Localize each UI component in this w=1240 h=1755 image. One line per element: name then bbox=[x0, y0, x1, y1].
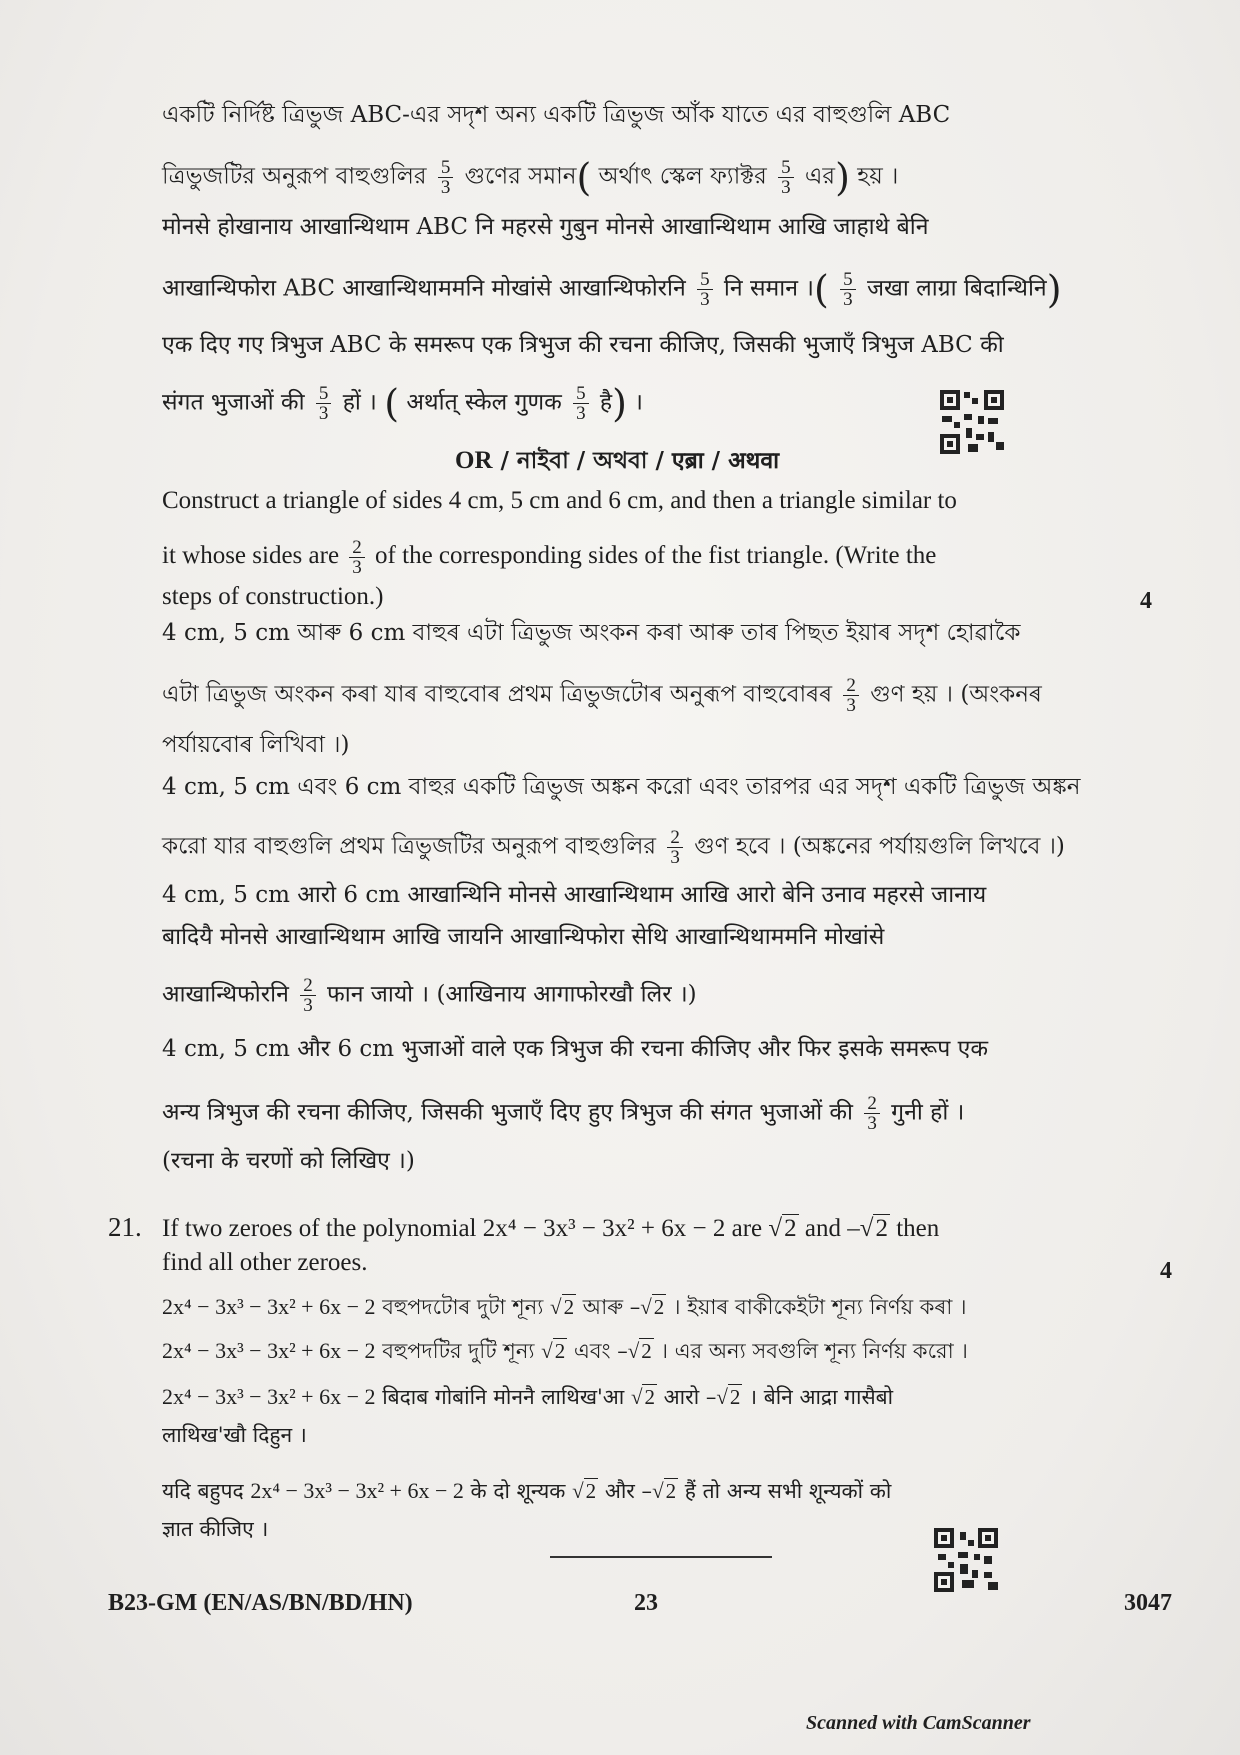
text-line: একটি নির্দিষ্ট ত্রিভুজ ABC-এর সদৃশ অন্য একটি ত্রিভুজ আঁক যাতে এর বাহুগুলি ABC bbox=[162, 102, 951, 128]
text-line: ত্রিভুজটির অনুরূপ বাহুগুলির $\frac{5}{3}$ গুণের সমান( অর্থাৎ স্কেল ফ্যাক্টর $\frac{5}{3}$ এর) হয় । bbox=[162, 155, 899, 200]
question-text: find all other zeroes. bbox=[162, 1249, 368, 1276]
fraction: $\frac{2}{3}$ bbox=[864, 1094, 880, 1133]
text-line: (रचना के चरणों को लिखिए ।) bbox=[162, 1148, 415, 1174]
text-line: यदि बहुपद 2x⁴ − 3x³ − 3x² + 6x − 2 के दो शून्यक √2 और –√2 हैं तो अन्य सभी शून्यकों को bbox=[162, 1478, 892, 1503]
question-text: it whose sides are $\frac{2}{3}$ of the corresponding sides of the fist triangle. (Write the bbox=[162, 537, 937, 578]
text-line: 4 cm, 5 cm এবং 6 cm বাহুর একটি ত্রিভুজ অঙ্কন করো এবং তারপর এর সদৃশ একটি ত্রিভুজ অঙ্কন bbox=[162, 774, 1081, 800]
text-line: ज्ञात कीजिए । bbox=[162, 1517, 269, 1541]
sqrt-expr: √2 bbox=[550, 1295, 575, 1319]
qr-code-icon bbox=[932, 1526, 1000, 1594]
scanner-watermark: Scanned with CamScanner bbox=[806, 1712, 1031, 1734]
fraction: $\frac{5}{3}$ bbox=[316, 384, 332, 423]
text-line: 2x⁴ − 3x³ − 3x² + 6x − 2 বহুপদটোৰ দুটা শূন্য √2 আৰু –√2 । ইয়াৰ বাকীকেইটা শূন্য নিৰ্ণয় কৰা । bbox=[162, 1294, 967, 1319]
fraction: $\frac{2}{3}$ bbox=[349, 538, 365, 577]
text-line: संगत भुजाओं की $\frac{5}{3}$ हों । ( अर्थात् स्केल गुणक $\frac{5}{3}$ है) । bbox=[162, 381, 643, 426]
question-text: If two zeroes of the polynomial 2x⁴ − 3x³ − 3x² + 6x − 2 are √2 and –√2 then bbox=[162, 1215, 940, 1242]
fraction: $\frac{5}{3}$ bbox=[697, 270, 713, 309]
text-line: 4 cm, 5 cm আৰু 6 cm বাহুৰ এটা ত্ৰিভুজ অংকন কৰা আৰু তাৰ পিছত ইয়াৰ সদৃশ হোৱাকৈ bbox=[162, 620, 1021, 646]
paper-code: B23-GM (EN/AS/BN/BD/HN) bbox=[108, 1590, 413, 1616]
or-separator: OR / নাইবা / অথবা / एब्रा / अथवा bbox=[455, 447, 780, 474]
text-line: করো যার বাহুগুলি প্রথম ত্রিভুজটির অনুরূপ বাহুগুলির $\frac{2}{3}$ গুণ হবে । (অঙ্কনের পর্যায়গুলি লিখবে ।) bbox=[162, 827, 1065, 868]
qr-code-icon bbox=[938, 388, 1006, 456]
sqrt-expr: √2 bbox=[640, 1295, 665, 1319]
text-line: अन्य त्रिभुज की रचना कीजिए, जिसकी भुजाएँ दिए हुए त्रिभुज की संगत भुजाओं की $\frac{2}{3}$ गुनी हों । bbox=[162, 1093, 965, 1134]
sqrt-expr: √2 bbox=[627, 1339, 652, 1363]
text-line: 2x⁴ − 3x³ − 3x² + 6x − 2 বহুপদটির দুটি শূন্য √2 এবং –√2 । এর অন্য সবগুলি শূন্য নির্ণয় করো । bbox=[162, 1338, 968, 1363]
text-line: लाथिख'खौ दिहुन । bbox=[162, 1423, 307, 1447]
sqrt-expr: √2 bbox=[541, 1339, 566, 1363]
fraction: $\frac{5}{3}$ bbox=[573, 384, 589, 423]
sqrt-expr: √2 bbox=[768, 1215, 797, 1242]
fraction: $\frac{5}{3}$ bbox=[778, 158, 794, 197]
sqrt-expr: √2 bbox=[859, 1215, 888, 1242]
marks-label: 4 bbox=[1140, 588, 1152, 614]
text-line: এটা ত্ৰিভুজ অংকন কৰা যাৰ বাহুবোৰ প্ৰথম ত্ৰিভুজটোৰ অনুৰূপ বাহুবোৰৰ $\frac{2}{3}$ গুণ হয় । (অংকনৰ bbox=[162, 675, 1042, 716]
marks-label: 4 bbox=[1160, 1258, 1172, 1284]
fraction: $\frac{2}{3}$ bbox=[667, 828, 683, 867]
text-line: मोनसे होखानाय आखान्थिथाम ABC नि महरसे गुबुन मोनसे आखान्थिथाम आखि जाहाथे बेनि bbox=[162, 214, 929, 240]
text-line: 4 cm, 5 cm और 6 cm भुजाओं वाले एक त्रिभुज की रचना कीजिए और फिर इसके समरूप एक bbox=[162, 1036, 989, 1062]
question-text: Construct a triangle of sides 4 cm, 5 cm and 6 cm, and then a triangle similar to bbox=[162, 487, 957, 514]
question-number: 21. bbox=[108, 1212, 142, 1242]
text-line: एक दिए गए त्रिभुज ABC के समरूप एक त्रिभुज की रचना कीजिए, जिसकी भुजाएँ त्रिभुज ABC की bbox=[162, 332, 1004, 358]
text-line: आखान्थिफोरा ABC आखान्थिथाममनि मोखांसे आखान्थिफोरनि $\frac{5}{3}$ नि समान ।( $\frac{5}{3}$ जखा लाग्रा बिदान्थिनि) bbox=[162, 267, 1062, 312]
sqrt-expr: √2 bbox=[630, 1385, 655, 1409]
text-line: 2x⁴ − 3x³ − 3x² + 6x − 2 बिदाब गोबांनि मोननै लाथिख'आ √2 आरो –√2 । बेनि आद्रा गासैबो bbox=[162, 1384, 894, 1409]
fraction: $\frac{2}{3}$ bbox=[843, 676, 859, 715]
text-line: बादियै मोनसे आखान्थिथाम आखि जायनि आखान्थिफोरा सेथि आखान्थिथाममनि मोखांसे bbox=[162, 924, 885, 950]
serial-number: 3047 bbox=[1124, 1590, 1172, 1616]
text-line: পৰ্যায়বোৰ লিখিবা ।) bbox=[162, 732, 350, 758]
fraction: $\frac{5}{3}$ bbox=[840, 270, 856, 309]
text-line: 4 cm, 5 cm आरो 6 cm आखान्थिनि मोनसे आखान्थिथाम आखि आरो बेनि उनाव महरसे जानाय bbox=[162, 882, 987, 908]
page-number: 23 bbox=[634, 1590, 658, 1616]
fraction: $\frac{5}{3}$ bbox=[438, 158, 454, 197]
question-text: steps of construction.) bbox=[162, 583, 384, 610]
end-divider bbox=[550, 1556, 772, 1558]
sqrt-expr: √2 bbox=[716, 1385, 741, 1409]
text-line: आखान्थिफोरनि $\frac{2}{3}$ फान जायो । (आखिनाय आगाफोरखौ लिर ।) bbox=[162, 975, 697, 1016]
fraction: $\frac{2}{3}$ bbox=[300, 976, 316, 1015]
sqrt-expr: √2 bbox=[572, 1479, 597, 1503]
sqrt-expr: √2 bbox=[652, 1479, 677, 1503]
